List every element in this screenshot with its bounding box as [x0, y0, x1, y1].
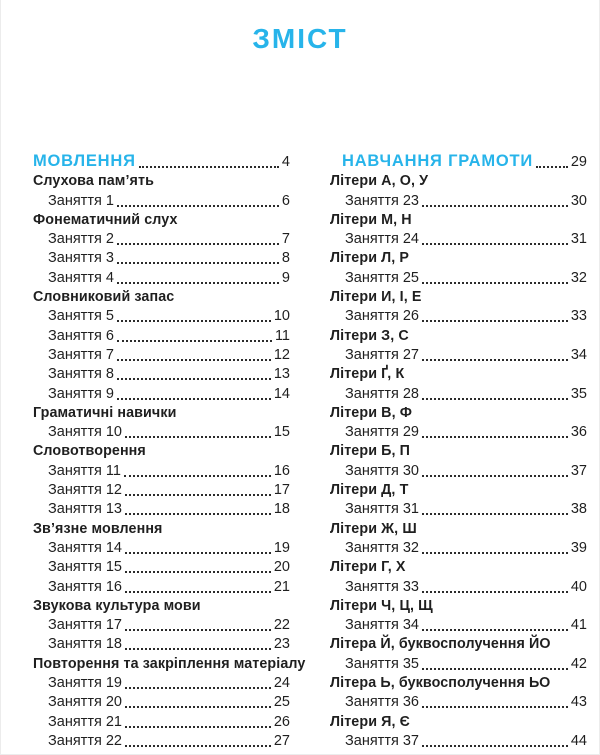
toc-entry-label: Заняття 7: [48, 346, 114, 363]
toc-entry-section: [330, 673, 587, 692]
toc-entry-label: Заняття 8: [48, 366, 114, 383]
toc-entry-label: Заняття 16: [48, 578, 122, 595]
toc-entry-label: Зв’язне мовлення: [33, 520, 163, 537]
toc-entry-page: 13: [273, 366, 290, 383]
toc-entry-label: Заняття 32: [345, 539, 419, 556]
toc-entry-section: [330, 480, 587, 499]
toc-entry-label: Заняття 36: [345, 694, 419, 711]
dot-leader: [125, 494, 271, 496]
toc-entry-label: Літери А, О, У: [330, 173, 429, 190]
toc-entry-label: Літери Г, Х: [330, 559, 406, 576]
toc-entry-lesson: [33, 692, 290, 711]
toc-entry-lesson: [33, 634, 290, 653]
dot-leader: [117, 205, 279, 207]
toc-entry-label: Заняття 23: [345, 192, 419, 209]
toc-entry-lesson: [330, 538, 587, 557]
toc-entry-section: [330, 248, 587, 267]
toc-entry-section: [330, 518, 587, 537]
toc-entry-page: 41: [570, 617, 587, 634]
toc-entry-label: Літери И, І, Е: [330, 289, 422, 306]
toc-entry-lesson: [330, 692, 587, 711]
toc-entry-page: 40: [570, 578, 587, 595]
toc-entry-label: Заняття 27: [345, 346, 419, 363]
toc-entry-section: [33, 171, 290, 190]
dot-leader: [139, 166, 279, 168]
dot-leader: [117, 262, 279, 264]
toc-entry-page: 42: [570, 655, 587, 672]
dot-leader: [124, 475, 271, 477]
toc-column-left: [33, 150, 306, 750]
toc-entry-page: 16: [273, 462, 290, 479]
toc-entry-section: [33, 518, 290, 537]
toc-entry-page: 38: [570, 501, 587, 518]
toc-entry-label: Заняття 2: [48, 231, 114, 248]
toc-entry-lesson: [330, 460, 587, 479]
toc-entry-section: [330, 287, 587, 306]
dot-leader: [422, 359, 568, 361]
toc-entry-label: Літери Ґ, К: [330, 366, 405, 383]
toc-entry-lesson: [330, 383, 587, 402]
toc-entry-lesson: [330, 653, 587, 672]
toc-entry-section: [33, 653, 306, 672]
toc-entry-page: 9: [281, 269, 290, 286]
toc-entry-lesson: [33, 673, 290, 692]
toc-entry-page: 25: [273, 694, 290, 711]
toc-entry-lesson: [33, 499, 290, 518]
page-title: ЗМІСТ: [252, 23, 348, 54]
toc-entry-label: Заняття 4: [48, 269, 114, 286]
toc-entry-page: 21: [273, 578, 290, 595]
dot-leader: [536, 166, 568, 168]
dot-leader: [117, 340, 272, 342]
toc-entry-page: 30: [570, 192, 587, 209]
toc-entry-lesson: [330, 731, 587, 750]
toc-entry-lesson: [33, 325, 290, 344]
toc-entry-label: Заняття 30: [345, 462, 419, 479]
toc-entry-page: 17: [273, 482, 290, 499]
toc-entry-lesson: [330, 576, 587, 595]
toc-entry-page: 12: [273, 346, 290, 363]
toc-entry-label: Заняття 31: [345, 501, 419, 518]
dot-leader: [422, 706, 568, 708]
toc-entry-label: Повторення та закріплення матеріалу: [33, 655, 306, 672]
dot-leader: [125, 687, 271, 689]
dot-leader: [125, 726, 271, 728]
toc-entry-lesson: [33, 460, 290, 479]
toc-column-right: [330, 150, 587, 750]
toc-entry-label: Фонематичний слух: [33, 211, 178, 228]
toc-entry-page: 22: [273, 617, 290, 634]
toc-entry-label: Звукова культура мови: [33, 597, 201, 614]
toc-entry-label: Заняття 17: [48, 617, 122, 634]
toc-entry-page: 27: [273, 732, 290, 749]
toc-entry-label: Заняття 37: [345, 732, 419, 749]
toc-entry-page: 18: [273, 501, 290, 518]
toc-entry-label: Заняття 35: [345, 655, 419, 672]
dot-leader: [125, 436, 271, 438]
toc-entry-page: 36: [570, 424, 587, 441]
toc-entry-page: 43: [570, 694, 587, 711]
toc-entry-lesson: [33, 480, 290, 499]
toc-entry-section: [33, 441, 290, 460]
toc-entry-page: 34: [570, 346, 587, 363]
toc-entry-label: Словотворення: [33, 443, 146, 460]
toc-entry-page: 23: [273, 636, 290, 653]
toc-entry-label: Літери Д, Т: [330, 482, 409, 499]
toc-entry-label: Літери В, Ф: [330, 404, 413, 421]
toc-entry-label: Літера Й, буквосполучення ЙО: [330, 636, 551, 653]
toc-entry-section: [33, 403, 290, 422]
toc-entry-label: Заняття 33: [345, 578, 419, 595]
toc-entry-label: Заняття 10: [48, 424, 122, 441]
toc-entry-lesson: [33, 383, 290, 402]
toc-entry-page: 4: [281, 154, 290, 170]
toc-entry-lesson: [330, 499, 587, 518]
dot-leader: [117, 320, 271, 322]
dot-leader: [422, 205, 568, 207]
toc-entry-label: Заняття 3: [48, 250, 114, 267]
toc-entry-label: Заняття 25: [345, 269, 419, 286]
toc-entry-label: Слухова пам’ять: [33, 173, 154, 190]
toc-entry-page: 15: [273, 424, 290, 441]
dot-leader: [125, 552, 271, 554]
toc-entry-label: Заняття 12: [48, 482, 122, 499]
toc-entry-label: Літери З, С: [330, 327, 409, 344]
dot-leader: [422, 282, 568, 284]
toc-entry-section: [330, 634, 587, 653]
toc-entry-page: 26: [273, 713, 290, 730]
toc-entry-label: НАВЧАННЯ ГРАМОТИ: [342, 152, 534, 170]
toc-entry-label: Літери Я, Є: [330, 713, 410, 730]
toc-entry-page: 33: [570, 308, 587, 325]
toc-entry-label: Заняття 11: [48, 462, 121, 479]
toc-entry-label: Літери Л, Р: [330, 250, 410, 267]
dot-leader: [125, 629, 271, 631]
toc-entry-section: [330, 210, 587, 229]
toc-entry-label: Заняття 26: [345, 308, 419, 325]
toc-entry-label: Заняття 20: [48, 694, 122, 711]
toc-entry-label: Літери Ж, Ш: [330, 520, 417, 537]
toc-entry-section: [330, 596, 587, 615]
toc-entry-label: Словниковий запас: [33, 289, 175, 306]
toc-entry-label: Заняття 1: [48, 192, 114, 209]
toc-entry-label: Заняття 18: [48, 636, 122, 653]
toc-entry-lesson: [33, 267, 290, 286]
toc-entry-section: [330, 557, 587, 576]
toc-entry-lesson: [33, 190, 290, 209]
toc-entry-label: Заняття 34: [345, 617, 419, 634]
dot-leader: [125, 591, 271, 593]
toc-entry-label: Заняття 15: [48, 559, 122, 576]
toc-entry-section: [33, 210, 290, 229]
toc-entry-page: 29: [570, 154, 587, 170]
dot-leader: [117, 282, 279, 284]
dot-leader: [422, 320, 568, 322]
toc-entry-lesson: [33, 345, 290, 364]
toc-entry-lesson: [330, 190, 587, 209]
dot-leader: [422, 591, 568, 593]
toc-entry-lesson: [330, 267, 587, 286]
toc-entry-section: [33, 596, 290, 615]
toc-entry-part: [33, 150, 290, 171]
toc-entry-lesson: [33, 422, 290, 441]
toc-entry-section: [330, 711, 587, 730]
toc-entry-page: 31: [570, 231, 587, 248]
toc-entry-label: Літери Б, П: [330, 443, 411, 460]
dot-leader: [422, 552, 568, 554]
dot-leader: [422, 629, 568, 631]
toc-entry-label: Заняття 29: [345, 424, 419, 441]
dot-leader: [422, 475, 568, 477]
toc-entry-page: 37: [570, 462, 587, 479]
dot-leader: [125, 745, 271, 747]
toc-entry-label: МОВЛЕННЯ: [33, 152, 136, 170]
toc-entry-section: [330, 364, 587, 383]
dot-leader: [125, 571, 271, 573]
toc-entry-page: 6: [281, 192, 290, 209]
toc-entry-lesson: [330, 422, 587, 441]
dot-leader: [117, 359, 271, 361]
toc-entry-page: 8: [281, 250, 290, 267]
toc-entry-label: Літери Ч, Ц, Щ: [330, 597, 433, 614]
dot-leader: [117, 243, 279, 245]
toc-entry-label: Заняття 21: [48, 713, 122, 730]
toc-entry-page: 7: [281, 231, 290, 248]
toc-entry-section: [33, 287, 290, 306]
toc-entry-page: 11: [274, 327, 290, 344]
toc-entry-section: [330, 441, 587, 460]
dot-leader: [117, 378, 271, 380]
toc-entry-label: Заняття 9: [48, 385, 114, 402]
toc-columns: [0, 150, 600, 750]
toc-entry-label: Граматичні навички: [33, 404, 177, 421]
toc-entry-part: [330, 150, 587, 171]
toc-entry-label: Заняття 14: [48, 539, 122, 556]
dot-leader: [125, 513, 271, 515]
toc-entry-page: 19: [273, 539, 290, 556]
dot-leader: [125, 648, 271, 650]
toc-entry-lesson: [33, 711, 290, 730]
toc-entry-label: Заняття 5: [48, 308, 114, 325]
toc-entry-label: Заняття 13: [48, 501, 122, 518]
toc-entry-lesson: [33, 248, 290, 267]
toc-entry-page: 24: [273, 675, 290, 692]
toc-entry-lesson: [330, 229, 587, 248]
dot-leader: [125, 706, 271, 708]
toc-entry-lesson: [330, 345, 587, 364]
toc-entry-lesson: [330, 615, 587, 634]
toc-entry-page: 44: [570, 732, 587, 749]
dot-leader: [117, 398, 271, 400]
toc-entry-lesson: [33, 731, 290, 750]
dot-leader: [422, 745, 568, 747]
toc-entry-label: Заняття 22: [48, 732, 122, 749]
dot-leader: [422, 668, 568, 670]
toc-entry-lesson: [33, 229, 290, 248]
toc-entry-lesson: [33, 538, 290, 557]
dot-leader: [422, 513, 568, 515]
dot-leader: [422, 436, 568, 438]
toc-entry-label: Літери М, Н: [330, 211, 412, 228]
toc-entry-page: 10: [273, 308, 290, 325]
toc-entry-page: 32: [570, 269, 587, 286]
toc-entry-label: Літера Ь, буквосполучення ЬО: [330, 675, 551, 692]
toc-entry-lesson: [33, 615, 290, 634]
toc-entry-lesson: [330, 306, 587, 325]
toc-entry-section: [330, 171, 587, 190]
toc-entry-label: Заняття 24: [345, 231, 419, 248]
toc-entry-page: 39: [570, 539, 587, 556]
toc-entry-lesson: [33, 364, 290, 383]
toc-entry-page: 35: [570, 385, 587, 402]
dot-leader: [422, 398, 568, 400]
toc-entry-section: [330, 325, 587, 344]
dot-leader: [422, 243, 568, 245]
toc-entry-page: 20: [273, 559, 290, 576]
toc-entry-label: Заняття 19: [48, 675, 122, 692]
toc-entry-label: Заняття 6: [48, 327, 114, 344]
toc-entry-label: Заняття 28: [345, 385, 419, 402]
toc-entry-lesson: [33, 306, 290, 325]
toc-entry-section: [330, 403, 587, 422]
toc-entry-lesson: [33, 557, 290, 576]
toc-entry-lesson: [33, 576, 290, 595]
toc-entry-page: 14: [273, 385, 290, 402]
